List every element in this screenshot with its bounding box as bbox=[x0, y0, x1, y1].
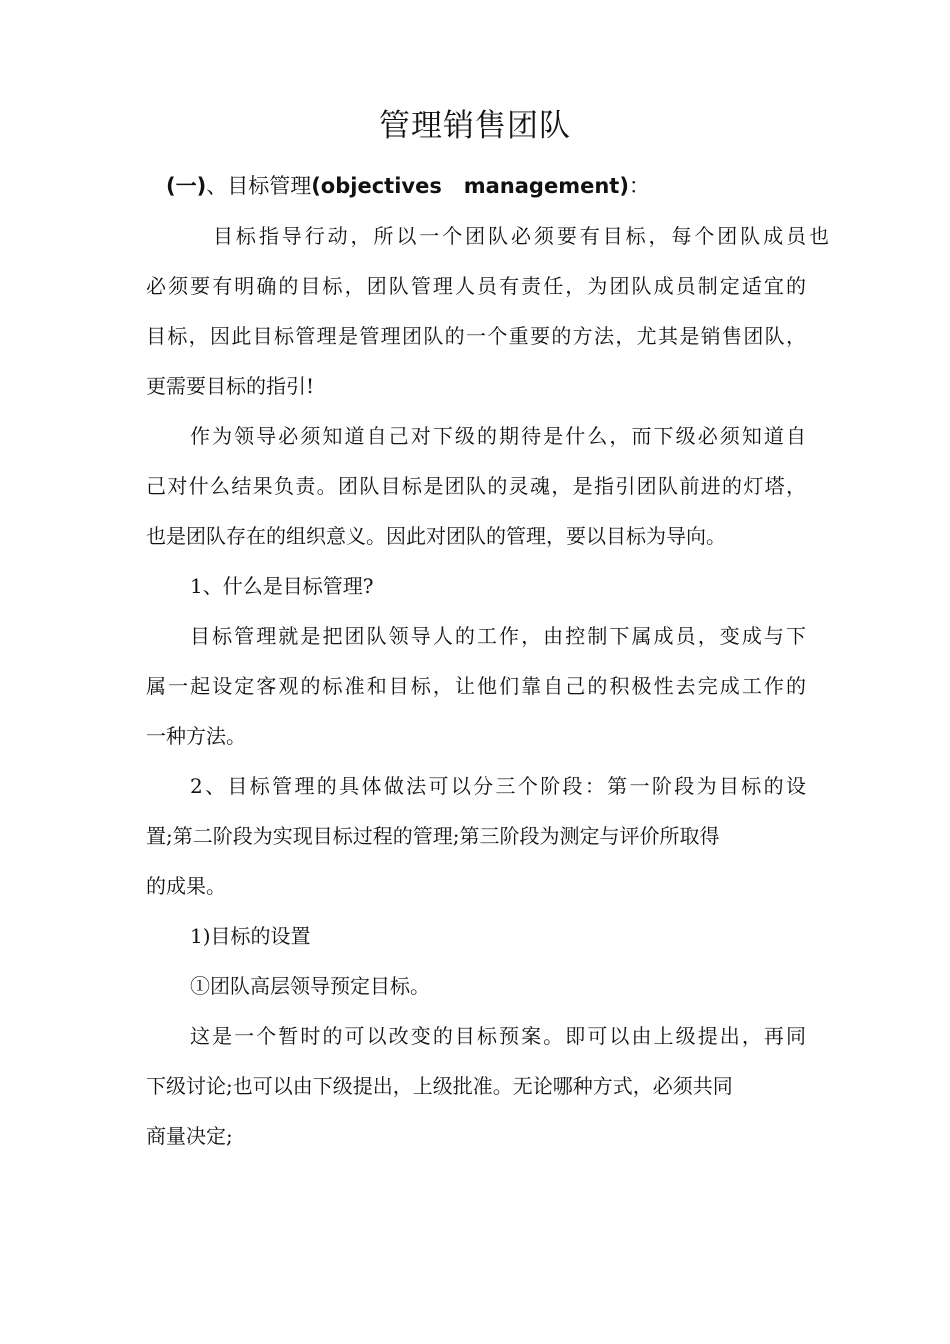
paragraph-line: 目标管理就是把团队领导人的工作，由控制下属成员，变成与下 bbox=[190, 624, 806, 648]
paragraph-line: 作为领导必须知道自己对下级的期待是什么，而下级必须知道自 bbox=[190, 424, 806, 448]
document-title: 管理销售团队 bbox=[379, 108, 571, 144]
paragraph-line: 下级讨论;也可以由下级提出，上级批准。无论哪种方式，必须共同 bbox=[146, 1074, 733, 1098]
paragraph-line: 必须要有明确的目标，团队管理人员有责任，为团队成员制定适宜的 bbox=[146, 274, 806, 298]
paragraph-line: 更需要目标的指引! bbox=[146, 374, 315, 398]
sub-heading: 1)目标的设置 bbox=[190, 924, 311, 948]
paragraph-line: 置;第二阶段为实现目标过程的管理;第三阶段为测定与评价所取得 bbox=[146, 824, 720, 848]
section-colon: ： bbox=[628, 174, 650, 198]
list-item: ①团队高层领导预定目标。 bbox=[190, 974, 430, 998]
paragraph-line: 目标指导行动，所以一个团队必须要有目标，每个团队成员也 bbox=[213, 224, 829, 248]
section-english-term: (objectives management) bbox=[311, 174, 629, 198]
section-title: 、目标管理 bbox=[206, 174, 312, 198]
numbered-heading: 1、什么是目标管理? bbox=[190, 574, 374, 598]
paragraph-line: 2、目标管理的具体做法可以分三个阶段：第一阶段为目标的设 bbox=[190, 774, 806, 798]
paragraph-line: 一种方法。 bbox=[146, 724, 246, 748]
paragraph-line: 己对什么结果负责。团队目标是团队的灵魂，是指引团队前进的灯塔， bbox=[146, 474, 806, 498]
paragraph-line: 的成果。 bbox=[146, 874, 226, 898]
paragraph-line: 目标，因此目标管理是管理团队的一个重要的方法，尤其是销售团队， bbox=[146, 324, 806, 348]
section-number: (一) bbox=[166, 174, 207, 198]
paragraph-line: 也是团队存在的组织意义。因此对团队的管理，要以目标为导向。 bbox=[146, 524, 726, 548]
paragraph-line: 属一起设定客观的标准和目标，让他们靠自己的积极性去完成工作的 bbox=[146, 674, 806, 698]
paragraph-line: 这是一个暂时的可以改变的目标预案。即可以由上级提出，再同 bbox=[190, 1024, 806, 1048]
paragraph-line: 商量决定; bbox=[146, 1124, 233, 1148]
section-heading bbox=[166, 166, 650, 206]
